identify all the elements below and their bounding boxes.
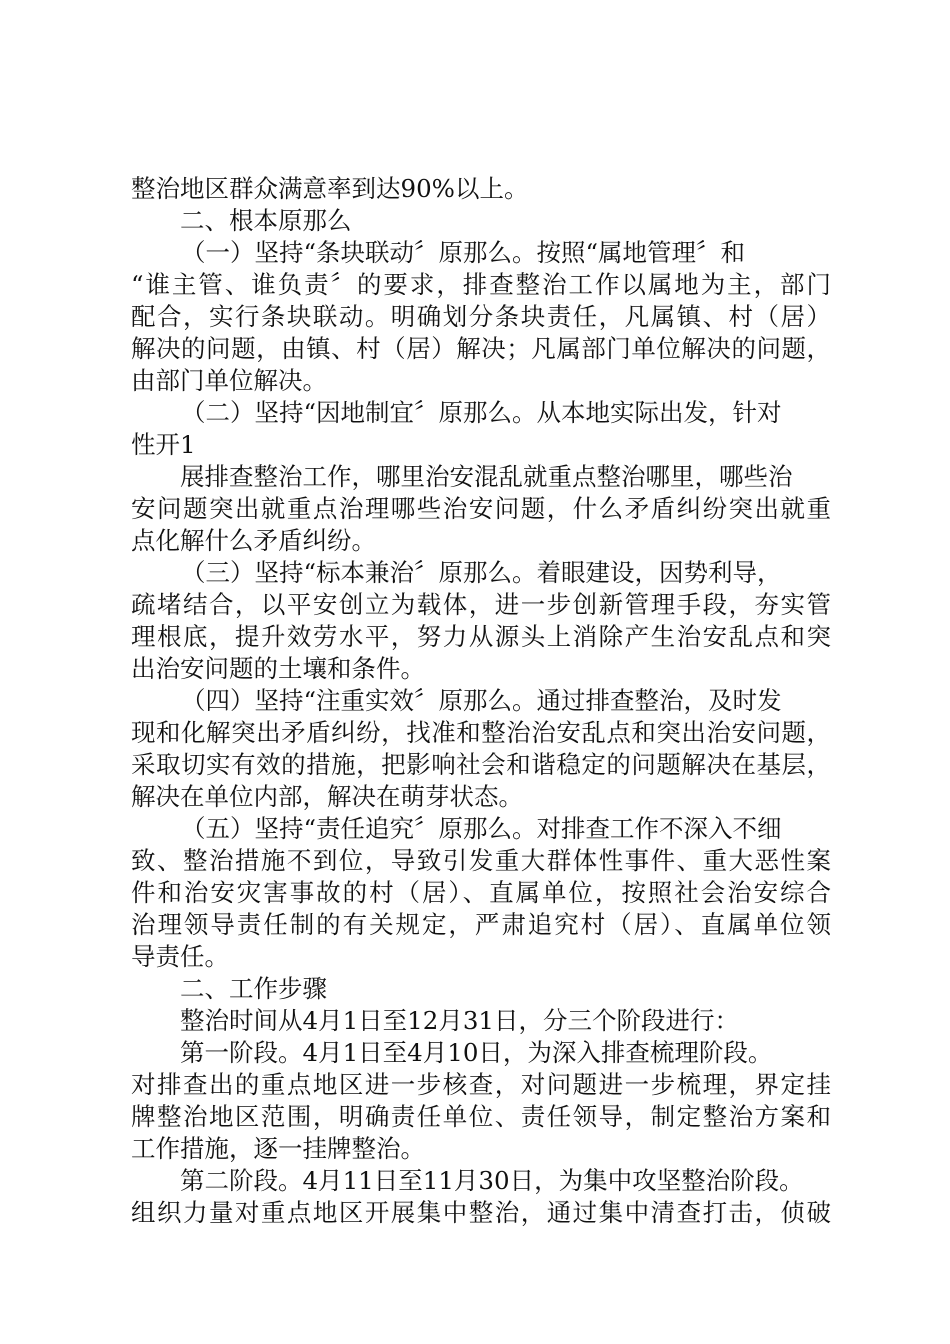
section-heading: 二、根本原那么	[180, 206, 352, 235]
text-line: 治理领导责任制的有关规定，严肃追究村（居）、直属单位领	[131, 910, 831, 939]
text-line: 件和治安灾害事故的村（居）、直属单位，按照社会治安综合	[131, 878, 831, 907]
text-line: 疏堵结合，以平安创立为载体，进一步创新管理手段，夯实管	[131, 590, 831, 619]
text-line: 配合，实行条块联动。明确划分条块责任，凡属镇、村（居）	[131, 302, 831, 331]
text-line: 解决在单位内部，解决在萌芽状态。	[131, 782, 523, 811]
paragraph-start: （三）坚持“标本兼治〞原那么。着眼建设，因势利导，	[181, 558, 782, 587]
text-line: 致、整治措施不到位，导致引发重大群体性事件、重大恶性案	[131, 846, 831, 875]
paragraph-start: （五）坚持“责任追究〞原那么。对排查工作不深入不细	[181, 814, 782, 843]
text-line: 由部门单位解决。	[131, 366, 327, 395]
text-line: “谁主管、谁负责〞的要求，排查整治工作以属地为主，部门	[131, 270, 831, 299]
section-heading: 二、工作步骤	[180, 974, 327, 1003]
text-line: 解决的问题，由镇、村（居）解决；凡属部门单位解决的问题，	[131, 334, 831, 363]
paragraph-start: 整治时间从4月1日至12月31日，分三个阶段进行：	[180, 1006, 740, 1035]
text-line: 导责任。	[131, 942, 229, 971]
paragraph-start: 第一阶段。4月1日至4月10日，为深入排查梳理阶段。	[180, 1038, 773, 1067]
text-line: 出治安问题的土壤和条件。	[131, 654, 425, 683]
text-line: 对排查出的重点地区进一步核查，对问题进一步梳理，界定挂	[131, 1070, 831, 1099]
paragraph-start: 展排查整治工作，哪里治安混乱就重点整治哪里，哪些治	[180, 462, 793, 491]
text-line: 整治地区群众满意率到达90%以上。	[131, 174, 529, 203]
text-line: 安问题突出就重点治理哪些治安问题，什么矛盾纠纷突出就重	[131, 494, 831, 523]
text-line: 采取切实有效的措施，把影响社会和谐稳定的问题解决在基层，	[131, 750, 831, 779]
paragraph-start: 第二阶段。4月11日至11月30日，为集中攻坚整治阶段。	[180, 1166, 804, 1195]
paragraph-start: （一）坚持“条块联动〞原那么。按照“属地管理〞和	[181, 238, 746, 267]
text-line: 工作措施，逐一挂牌整治。	[131, 1134, 425, 1163]
text-line: 点化解什么矛盾纠纷。	[131, 526, 376, 555]
document-body	[131, 173, 831, 1229]
paragraph-start: （四）坚持“注重实效〞原那么。通过排查整治，及时发	[181, 686, 782, 715]
text-line: 牌整治地区范围，明确责任单位、责任领导，制定整治方案和	[131, 1102, 831, 1131]
text-line: 性开1	[131, 430, 196, 459]
text-line: 组织力量对重点地区开展集中整治，通过集中清查打击，侦破	[131, 1198, 831, 1227]
text-line: 现和化解突出矛盾纠纷，找准和整治治安乱点和突出治安问题，	[131, 718, 831, 747]
paragraph-start: （二）坚持“因地制宜〞原那么。从本地实际出发，针对	[181, 398, 782, 427]
text-line: 理根底，提升效劳水平，努力从源头上消除产生治安乱点和突	[131, 622, 831, 651]
